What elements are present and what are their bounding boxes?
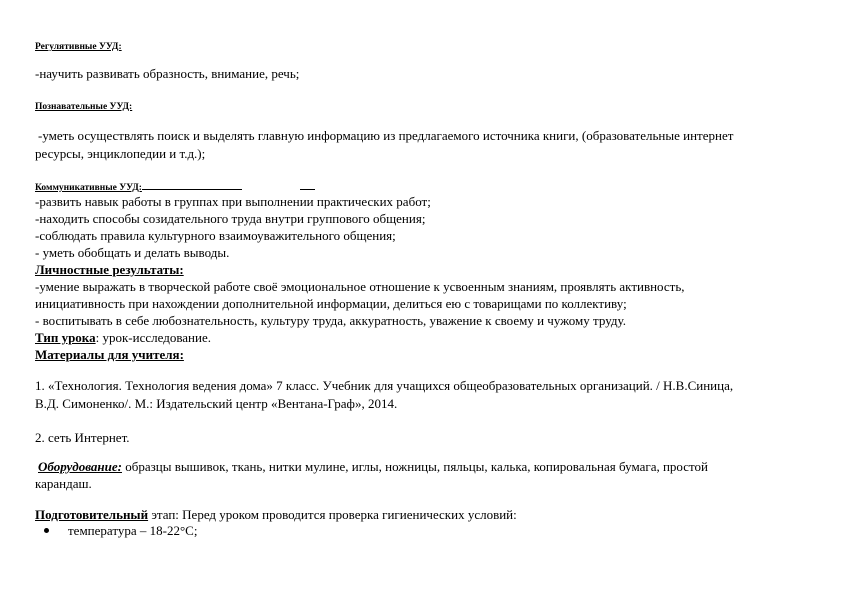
- materials-heading: Материалы для учителя:: [35, 347, 184, 362]
- underline-blank: [142, 179, 242, 190]
- materials-item-1-line-1: 1. «Технология. Технология ведения дома» 7 класс. Учебник для учащихся общеобразовательных организаций. / Н.В.Синица,: [35, 378, 734, 393]
- regulative-text: -научить развивать образность, внимание, речь;: [35, 66, 300, 81]
- personal-line: - воспитывать в себе любознательность, культуру труда, аккуратность, уважение к своему и чужому труду.: [35, 313, 626, 328]
- regulative-heading: Регулятивные УУД:: [35, 42, 122, 52]
- lesson-type-value: : урок-исследование.: [95, 330, 211, 345]
- bullet-icon: [44, 528, 49, 533]
- lesson-type-label: Тип урока: [35, 330, 96, 345]
- underline-blank: [300, 179, 315, 190]
- equipment-line-2: карандаш.: [35, 476, 92, 491]
- cognitive-line-2: ресурсы, энциклопедии и т.д.);: [35, 146, 206, 161]
- lesson-type: [35, 330, 211, 345]
- preparatory-line: [35, 507, 517, 522]
- communicative-item: - уметь обобщать и делать выводы.: [35, 245, 230, 260]
- equipment-label: Оборудование:: [38, 459, 122, 474]
- communicative-item: -соблюдать правила культурного взаимоуважительного общения;: [35, 228, 396, 243]
- preparatory-text: этап: Перед уроком проводится проверка гигиенических условий:: [148, 507, 517, 522]
- personal-heading: Личностные результаты:: [35, 262, 184, 277]
- personal-line: -умение выражать в творческой работе своё эмоциональное отношение к усвоенным знаниям, проявлять активность,: [35, 279, 685, 294]
- cognitive-line-1: -уметь осуществлять поиск и выделять главную информацию из предлагаемого источника книги, (образовательные интернет: [38, 128, 734, 143]
- materials-item-2: 2. сеть Интернет.: [35, 430, 130, 445]
- preparatory-label: Подготовительный: [35, 507, 149, 522]
- communicative-heading: Коммуникативные УУД:: [35, 183, 142, 193]
- personal-line: инициативность при нахождении дополнительной информации, делиться ею с товарищами по коллективу;: [35, 296, 627, 311]
- materials-item-1-line-2: В.Д. Симоненко/. М.: Издательский центр «Вентана-Граф», 2014.: [35, 396, 398, 411]
- cognitive-heading: Познавательные УУД:: [35, 102, 133, 112]
- communicative-item: -находить способы созидательного труда внутри группового общения;: [35, 211, 426, 226]
- equipment-text: образцы вышивок, ткань, нитки мулине, иглы, ножницы, пяльцы, калька, копировальная бумага, простой: [121, 459, 708, 474]
- preparatory-bullet-item: температура – 18-22°С;: [68, 523, 198, 538]
- equipment-line-1: [38, 459, 708, 474]
- communicative-item: -развить навык работы в группах при выполнении практических работ;: [35, 194, 431, 209]
